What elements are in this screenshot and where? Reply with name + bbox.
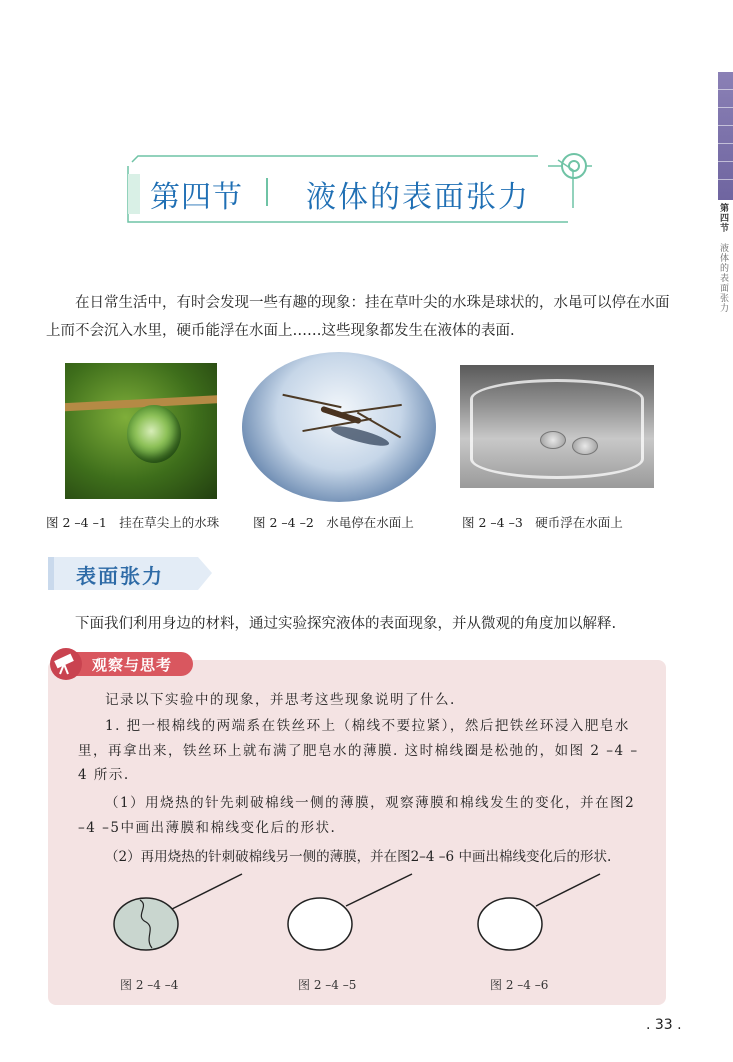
intro-paragraph: 在日常生活中，有时会发现一些有趣的现象：挂在草叶尖的水珠是球状的，水黾可以停在水面上而不会沉入水里，硬币能浮在水面上……这些现象都发生在液体的表面. <box>46 295 670 339</box>
chapter-side-tab <box>718 72 733 200</box>
observe-step-1b: （2）再用烧热的针刺破棉线另一侧的薄膜，并在图2–4 –6 中画出棉线变化后的形状. <box>105 849 612 865</box>
ring-blank-1 <box>288 874 412 950</box>
observe-step-1a: （1）用烧热的针先刺破棉线一侧的薄膜，观察薄膜和棉线发生的变化，并在图2 –4 –5中画出薄膜和棉线变化后的形状. <box>78 795 636 836</box>
ring-blank-2 <box>478 874 600 950</box>
section-title: 液体的表面张力 <box>306 180 530 215</box>
header-divider <box>266 178 268 206</box>
ring-with-film <box>114 874 242 950</box>
floating-coin-photo <box>460 365 654 488</box>
observe-lead: 记录以下实验中的现象，并思考这些现象说明了什么. <box>105 692 456 708</box>
figure-caption: 图 2 –4 –1 挂在草尖上的水珠 <box>46 515 220 530</box>
section-heading <box>48 557 212 590</box>
section-intro-paragraph: 下面我们利用身边的材料，通过实验探究液体的表面现象，并从微观的角度加以解释. <box>75 616 617 632</box>
figure-caption: 图 2 –4 –3 硬币浮在水面上 <box>462 515 623 530</box>
observe-tag-label: 观察与思考 <box>92 656 173 674</box>
wire-ring-diagrams <box>100 866 620 966</box>
diagram-caption: 图 2 –4 –4 <box>120 978 179 992</box>
side-tab-label <box>720 204 731 314</box>
figure-caption: 图 2 –4 –2 水黾停在水面上 <box>253 515 414 530</box>
observe-tag <box>48 648 193 680</box>
diagram-caption: 图 2 –4 –6 <box>490 978 549 992</box>
water-droplet-photo <box>65 363 217 499</box>
side-tab-title: 液体的表面张力 <box>720 244 730 314</box>
section-heading-text: 表面张力 <box>76 564 164 588</box>
diagram-caption: 图 2 –4 –5 <box>298 978 357 992</box>
side-tab-section: 第四节 <box>720 204 730 234</box>
gear-icon <box>562 154 586 178</box>
section-number: 第四节 <box>150 180 243 215</box>
page-number: . 33 . <box>646 1017 682 1033</box>
water-strider-photo <box>242 352 436 502</box>
observe-step-1: 1. 把一根棉线的两端系在铁丝环上（棉线不要拉紧），然后把铁丝环浸入肥皂水里，再拿出来，铁丝环上就布满了肥皂水的薄膜. 这时棉线圈是松弛的，如图 2 –4 –4 所示. <box>78 718 639 783</box>
